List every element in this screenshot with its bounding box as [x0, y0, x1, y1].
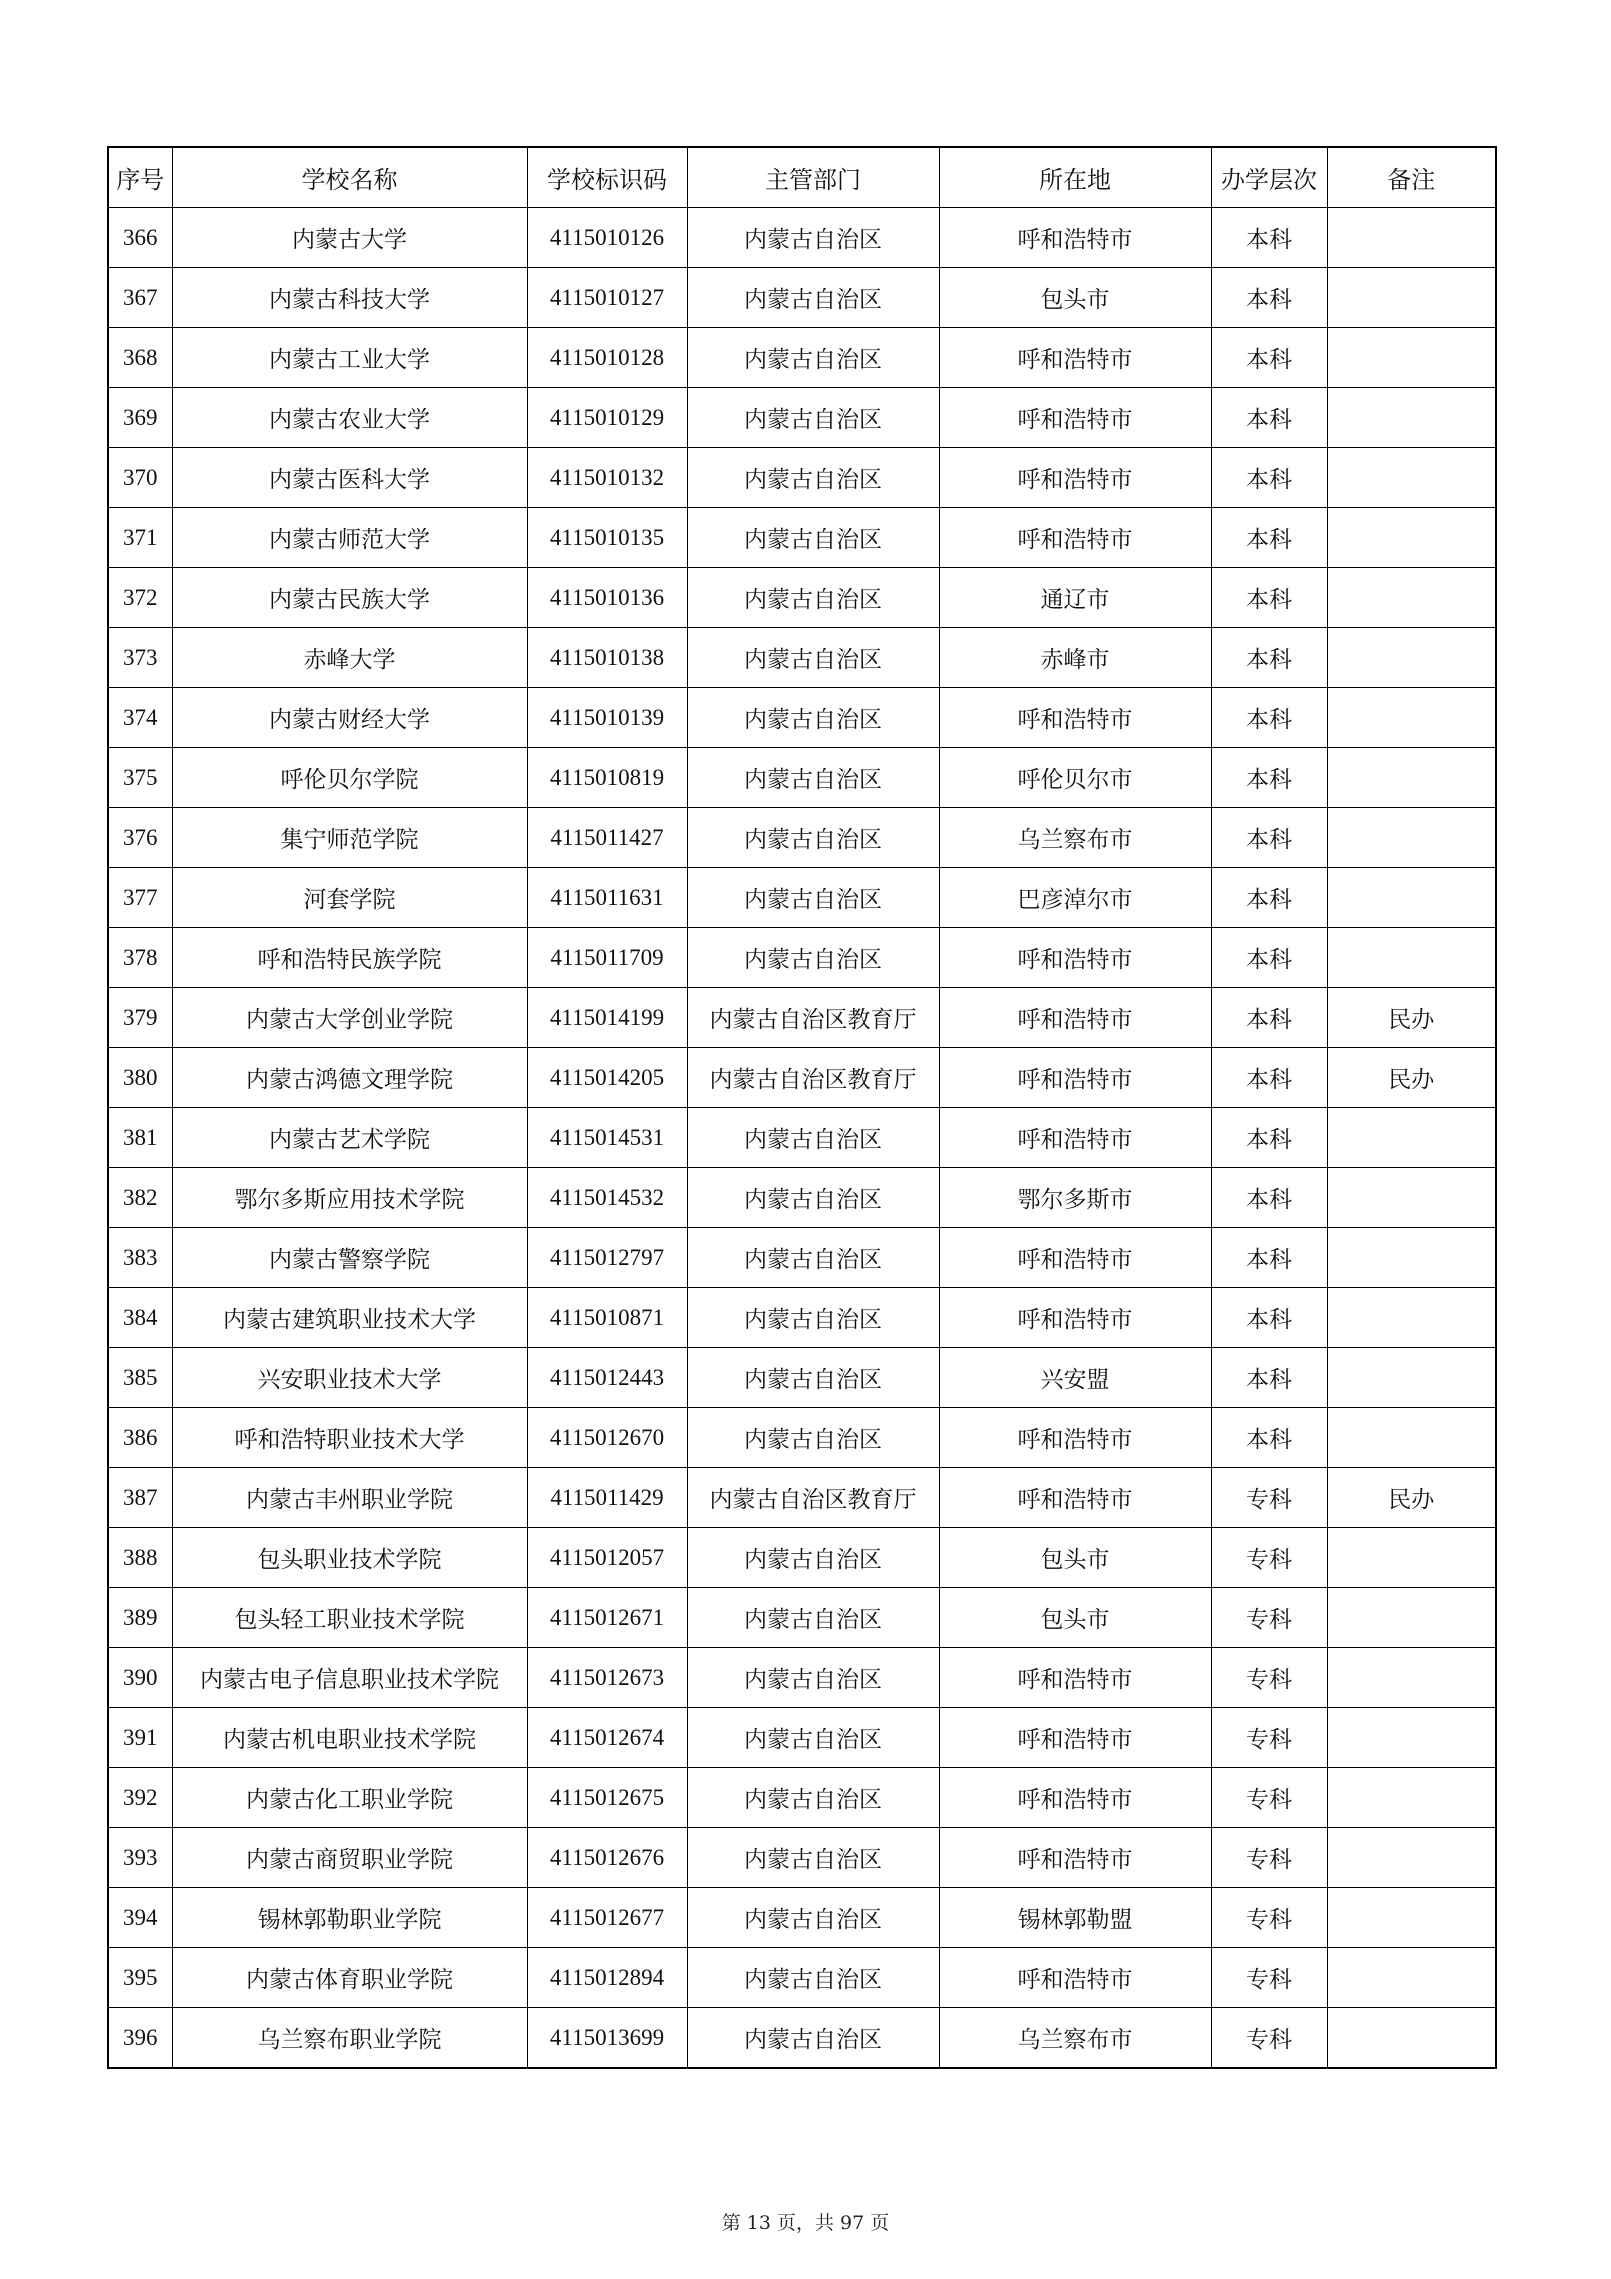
- cell-school-name: 内蒙古电子信息职业技术学院: [172, 1648, 527, 1708]
- header-level: 办学层次: [1211, 147, 1327, 208]
- cell-school-code: 4115012894: [527, 1948, 687, 2008]
- cell-level: 专科: [1211, 1708, 1327, 1768]
- cell-school-code: 4115010126: [527, 208, 687, 268]
- cell-school-name: 内蒙古大学: [172, 208, 527, 268]
- cell-school-code: 4115011709: [527, 928, 687, 988]
- cell-remarks: [1327, 1948, 1496, 2008]
- cell-school-code: 4115011631: [527, 868, 687, 928]
- cell-remarks: [1327, 928, 1496, 988]
- table-row: [108, 1828, 1496, 1888]
- cell-school-name: 集宁师范学院: [172, 808, 527, 868]
- cell-school-name: 内蒙古师范大学: [172, 508, 527, 568]
- cell-serial-number: 390: [108, 1648, 172, 1708]
- cell-serial-number: 389: [108, 1588, 172, 1648]
- cell-level: 专科: [1211, 1948, 1327, 2008]
- cell-remarks: [1327, 1288, 1496, 1348]
- cell-serial-number: 380: [108, 1048, 172, 1108]
- cell-school-code: 4115012797: [527, 1228, 687, 1288]
- page-number: 第 13 页，共 97 页: [721, 2212, 890, 2234]
- cell-school-code: 4115012670: [527, 1408, 687, 1468]
- cell-serial-number: 367: [108, 268, 172, 328]
- cell-level: 本科: [1211, 928, 1327, 988]
- cell-department: 内蒙古自治区: [687, 1768, 939, 1828]
- cell-location: 呼和浩特市: [939, 688, 1211, 748]
- cell-level: 本科: [1211, 1168, 1327, 1228]
- cell-remarks: [1327, 268, 1496, 328]
- cell-school-code: 4115012677: [527, 1888, 687, 1948]
- table-row: [108, 748, 1496, 808]
- cell-location: 呼和浩特市: [939, 1468, 1211, 1528]
- cell-department: 内蒙古自治区: [687, 1708, 939, 1768]
- cell-level: 本科: [1211, 388, 1327, 448]
- cell-location: 呼和浩特市: [939, 1708, 1211, 1768]
- cell-remarks: [1327, 508, 1496, 568]
- cell-school-code: 4115010128: [527, 328, 687, 388]
- cell-school-code: 4115014199: [527, 988, 687, 1048]
- cell-serial-number: 388: [108, 1528, 172, 1588]
- cell-school-code: 4115010135: [527, 508, 687, 568]
- cell-remarks: [1327, 748, 1496, 808]
- cell-serial-number: 369: [108, 388, 172, 448]
- cell-location: 巴彦淖尔市: [939, 868, 1211, 928]
- cell-location: 包头市: [939, 268, 1211, 328]
- cell-school-name: 鄂尔多斯应用技术学院: [172, 1168, 527, 1228]
- cell-remarks: [1327, 1168, 1496, 1228]
- cell-department: 内蒙古自治区: [687, 1648, 939, 1708]
- cell-remarks: [1327, 1588, 1496, 1648]
- cell-level: 本科: [1211, 748, 1327, 808]
- cell-school-code: 4115014205: [527, 1048, 687, 1108]
- cell-location: 兴安盟: [939, 1348, 1211, 1408]
- cell-level: 专科: [1211, 1588, 1327, 1648]
- cell-school-code: 4115012675: [527, 1768, 687, 1828]
- table-body: [108, 208, 1496, 2069]
- cell-department: 内蒙古自治区: [687, 1528, 939, 1588]
- cell-department: 内蒙古自治区: [687, 268, 939, 328]
- cell-remarks: [1327, 1528, 1496, 1588]
- cell-department: 内蒙古自治区: [687, 868, 939, 928]
- cell-location: 呼和浩特市: [939, 1288, 1211, 1348]
- cell-remarks: [1327, 1348, 1496, 1408]
- cell-remarks: [1327, 448, 1496, 508]
- cell-school-name: 内蒙古大学创业学院: [172, 988, 527, 1048]
- header-school-code: 学校标识码: [527, 147, 687, 208]
- cell-location: 乌兰察布市: [939, 808, 1211, 868]
- table-row: [108, 808, 1496, 868]
- cell-school-name: 内蒙古财经大学: [172, 688, 527, 748]
- cell-serial-number: 377: [108, 868, 172, 928]
- cell-department: 内蒙古自治区: [687, 1408, 939, 1468]
- cell-level: 本科: [1211, 1348, 1327, 1408]
- table-row: [108, 1648, 1496, 1708]
- cell-serial-number: 373: [108, 628, 172, 688]
- table-row: [108, 388, 1496, 448]
- cell-department: 内蒙古自治区: [687, 928, 939, 988]
- cell-location: 呼和浩特市: [939, 508, 1211, 568]
- cell-location: 呼和浩特市: [939, 1108, 1211, 1168]
- cell-department: 内蒙古自治区: [687, 1888, 939, 1948]
- cell-department: 内蒙古自治区: [687, 1168, 939, 1228]
- cell-department: 内蒙古自治区: [687, 2008, 939, 2069]
- cell-department: 内蒙古自治区: [687, 388, 939, 448]
- table-row: [108, 568, 1496, 628]
- header-location: 所在地: [939, 147, 1211, 208]
- cell-department: 内蒙古自治区: [687, 568, 939, 628]
- cell-location: 呼和浩特市: [939, 1768, 1211, 1828]
- table-row: [108, 868, 1496, 928]
- cell-serial-number: 395: [108, 1948, 172, 2008]
- table-row: [108, 1288, 1496, 1348]
- cell-remarks: [1327, 208, 1496, 268]
- cell-school-code: 4115014531: [527, 1108, 687, 1168]
- table-row: [108, 1108, 1496, 1168]
- cell-department: 内蒙古自治区教育厅: [687, 988, 939, 1048]
- cell-level: 专科: [1211, 1828, 1327, 1888]
- header-department: 主管部门: [687, 147, 939, 208]
- table-header: [108, 147, 1496, 208]
- cell-serial-number: 375: [108, 748, 172, 808]
- table-row: [108, 448, 1496, 508]
- cell-department: 内蒙古自治区: [687, 808, 939, 868]
- cell-level: 本科: [1211, 508, 1327, 568]
- cell-remarks: [1327, 1828, 1496, 1888]
- cell-school-code: 4115012673: [527, 1648, 687, 1708]
- cell-location: 呼和浩特市: [939, 448, 1211, 508]
- cell-school-code: 4115010127: [527, 268, 687, 328]
- cell-level: 专科: [1211, 1468, 1327, 1528]
- cell-level: 专科: [1211, 1768, 1327, 1828]
- cell-level: 本科: [1211, 568, 1327, 628]
- table-row: [108, 1168, 1496, 1228]
- cell-level: 本科: [1211, 1408, 1327, 1468]
- cell-school-name: 兴安职业技术大学: [172, 1348, 527, 1408]
- cell-school-code: 4115010139: [527, 688, 687, 748]
- cell-serial-number: 394: [108, 1888, 172, 1948]
- cell-school-name: 呼和浩特职业技术大学: [172, 1408, 527, 1468]
- cell-department: 内蒙古自治区: [687, 508, 939, 568]
- cell-remarks: [1327, 328, 1496, 388]
- cell-serial-number: 386: [108, 1408, 172, 1468]
- cell-serial-number: 396: [108, 2008, 172, 2069]
- table-row: [108, 1948, 1496, 2008]
- cell-serial-number: 385: [108, 1348, 172, 1408]
- cell-level: 本科: [1211, 328, 1327, 388]
- cell-school-name: 内蒙古农业大学: [172, 388, 527, 448]
- cell-level: 专科: [1211, 2008, 1327, 2069]
- cell-department: 内蒙古自治区: [687, 328, 939, 388]
- cell-location: 通辽市: [939, 568, 1211, 628]
- table-row: [108, 1528, 1496, 1588]
- cell-school-code: 4115012674: [527, 1708, 687, 1768]
- cell-department: 内蒙古自治区: [687, 448, 939, 508]
- header-serial-number: 序号: [108, 147, 172, 208]
- cell-school-name: 河套学院: [172, 868, 527, 928]
- cell-department: 内蒙古自治区: [687, 208, 939, 268]
- cell-serial-number: 374: [108, 688, 172, 748]
- cell-serial-number: 382: [108, 1168, 172, 1228]
- cell-serial-number: 393: [108, 1828, 172, 1888]
- table-row: [108, 1588, 1496, 1648]
- cell-serial-number: 378: [108, 928, 172, 988]
- cell-level: 本科: [1211, 1048, 1327, 1108]
- cell-school-code: 4115014532: [527, 1168, 687, 1228]
- cell-location: 呼和浩特市: [939, 1408, 1211, 1468]
- cell-department: 内蒙古自治区: [687, 628, 939, 688]
- cell-remarks: [1327, 628, 1496, 688]
- cell-remarks: [1327, 1708, 1496, 1768]
- cell-remarks: [1327, 2008, 1496, 2069]
- cell-remarks: [1327, 1648, 1496, 1708]
- table-row: [108, 988, 1496, 1048]
- cell-location: 呼和浩特市: [939, 988, 1211, 1048]
- cell-serial-number: 368: [108, 328, 172, 388]
- cell-level: 本科: [1211, 1108, 1327, 1168]
- cell-school-name: 内蒙古医科大学: [172, 448, 527, 508]
- table-row: [108, 1468, 1496, 1528]
- table-row: [108, 1228, 1496, 1288]
- cell-school-code: 4115010132: [527, 448, 687, 508]
- cell-department: 内蒙古自治区: [687, 1228, 939, 1288]
- cell-school-name: 内蒙古商贸职业学院: [172, 1828, 527, 1888]
- table-row: [108, 208, 1496, 268]
- schools-table: [107, 146, 1497, 2069]
- cell-department: 内蒙古自治区: [687, 1588, 939, 1648]
- table-row: [108, 508, 1496, 568]
- cell-school-name: 包头职业技术学院: [172, 1528, 527, 1588]
- cell-location: 包头市: [939, 1588, 1211, 1648]
- cell-school-name: 内蒙古艺术学院: [172, 1108, 527, 1168]
- cell-school-code: 4115013699: [527, 2008, 687, 2069]
- cell-school-name: 内蒙古化工职业学院: [172, 1768, 527, 1828]
- table-row: [108, 328, 1496, 388]
- cell-remarks: 民办: [1327, 988, 1496, 1048]
- cell-level: 本科: [1211, 1288, 1327, 1348]
- cell-department: 内蒙古自治区教育厅: [687, 1468, 939, 1528]
- cell-school-name: 乌兰察布职业学院: [172, 2008, 527, 2069]
- cell-serial-number: 379: [108, 988, 172, 1048]
- table-row: [108, 1708, 1496, 1768]
- cell-school-code: 4115010129: [527, 388, 687, 448]
- table-row: [108, 2008, 1496, 2069]
- cell-serial-number: 372: [108, 568, 172, 628]
- cell-department: 内蒙古自治区: [687, 688, 939, 748]
- cell-location: 锡林郭勒盟: [939, 1888, 1211, 1948]
- cell-serial-number: 371: [108, 508, 172, 568]
- header-row: [108, 147, 1496, 208]
- cell-school-code: 4115012676: [527, 1828, 687, 1888]
- cell-school-name: 呼和浩特民族学院: [172, 928, 527, 988]
- cell-location: 赤峰市: [939, 628, 1211, 688]
- cell-department: 内蒙古自治区: [687, 1828, 939, 1888]
- cell-school-name: 内蒙古科技大学: [172, 268, 527, 328]
- cell-location: 乌兰察布市: [939, 2008, 1211, 2069]
- cell-remarks: [1327, 568, 1496, 628]
- cell-serial-number: 383: [108, 1228, 172, 1288]
- cell-location: 呼和浩特市: [939, 328, 1211, 388]
- cell-level: 本科: [1211, 868, 1327, 928]
- cell-serial-number: 381: [108, 1108, 172, 1168]
- cell-location: 包头市: [939, 1528, 1211, 1588]
- cell-school-name: 内蒙古民族大学: [172, 568, 527, 628]
- cell-school-name: 内蒙古机电职业技术学院: [172, 1708, 527, 1768]
- cell-remarks: [1327, 1108, 1496, 1168]
- cell-location: 鄂尔多斯市: [939, 1168, 1211, 1228]
- cell-serial-number: 376: [108, 808, 172, 868]
- cell-level: 本科: [1211, 688, 1327, 748]
- cell-level: 本科: [1211, 808, 1327, 868]
- cell-remarks: [1327, 388, 1496, 448]
- cell-remarks: [1327, 688, 1496, 748]
- cell-school-name: 内蒙古工业大学: [172, 328, 527, 388]
- cell-school-code: 4115010819: [527, 748, 687, 808]
- cell-level: 本科: [1211, 988, 1327, 1048]
- cell-level: 本科: [1211, 208, 1327, 268]
- cell-remarks: [1327, 1888, 1496, 1948]
- table-row: [108, 1888, 1496, 1948]
- cell-location: 呼伦贝尔市: [939, 748, 1211, 808]
- cell-school-code: 4115011427: [527, 808, 687, 868]
- cell-school-name: 内蒙古丰州职业学院: [172, 1468, 527, 1528]
- cell-department: 内蒙古自治区: [687, 1948, 939, 2008]
- cell-remarks: [1327, 1768, 1496, 1828]
- cell-department: 内蒙古自治区教育厅: [687, 1048, 939, 1108]
- cell-location: 呼和浩特市: [939, 1828, 1211, 1888]
- cell-remarks: [1327, 1408, 1496, 1468]
- header-school-name: 学校名称: [172, 147, 527, 208]
- table-row: [108, 1408, 1496, 1468]
- table-row: [108, 928, 1496, 988]
- cell-level: 专科: [1211, 1888, 1327, 1948]
- cell-remarks: 民办: [1327, 1468, 1496, 1528]
- cell-remarks: [1327, 868, 1496, 928]
- cell-serial-number: 392: [108, 1768, 172, 1828]
- cell-school-name: 内蒙古体育职业学院: [172, 1948, 527, 2008]
- cell-location: 呼和浩特市: [939, 1648, 1211, 1708]
- cell-location: 呼和浩特市: [939, 1048, 1211, 1108]
- cell-school-code: 4115012057: [527, 1528, 687, 1588]
- cell-level: 本科: [1211, 448, 1327, 508]
- cell-department: 内蒙古自治区: [687, 1288, 939, 1348]
- cell-school-name: 赤峰大学: [172, 628, 527, 688]
- cell-location: 呼和浩特市: [939, 1228, 1211, 1288]
- cell-school-name: 内蒙古建筑职业技术大学: [172, 1288, 527, 1348]
- cell-location: 呼和浩特市: [939, 208, 1211, 268]
- cell-serial-number: 370: [108, 448, 172, 508]
- cell-serial-number: 384: [108, 1288, 172, 1348]
- table-row: [108, 268, 1496, 328]
- cell-school-name: 锡林郭勒职业学院: [172, 1888, 527, 1948]
- cell-school-name: 内蒙古鸿德文理学院: [172, 1048, 527, 1108]
- cell-level: 本科: [1211, 268, 1327, 328]
- cell-school-code: 4115012671: [527, 1588, 687, 1648]
- cell-school-name: 内蒙古警察学院: [172, 1228, 527, 1288]
- cell-school-code: 4115010871: [527, 1288, 687, 1348]
- table-row: [108, 688, 1496, 748]
- cell-school-code: 4115012443: [527, 1348, 687, 1408]
- cell-department: 内蒙古自治区: [687, 1108, 939, 1168]
- table-row: [108, 1048, 1496, 1108]
- cell-school-name: 包头轻工职业技术学院: [172, 1588, 527, 1648]
- cell-serial-number: 387: [108, 1468, 172, 1528]
- cell-school-code: 4115010136: [527, 568, 687, 628]
- cell-serial-number: 366: [108, 208, 172, 268]
- cell-remarks: [1327, 808, 1496, 868]
- cell-level: 本科: [1211, 628, 1327, 688]
- cell-school-name: 呼伦贝尔学院: [172, 748, 527, 808]
- header-remarks: 备注: [1327, 147, 1496, 208]
- cell-level: 专科: [1211, 1648, 1327, 1708]
- table-row: [108, 1348, 1496, 1408]
- cell-location: 呼和浩特市: [939, 928, 1211, 988]
- cell-serial-number: 391: [108, 1708, 172, 1768]
- cell-location: 呼和浩特市: [939, 388, 1211, 448]
- cell-remarks: 民办: [1327, 1048, 1496, 1108]
- cell-school-code: 4115011429: [527, 1468, 687, 1528]
- cell-department: 内蒙古自治区: [687, 1348, 939, 1408]
- cell-school-code: 4115010138: [527, 628, 687, 688]
- cell-level: 本科: [1211, 1228, 1327, 1288]
- table-row: [108, 1768, 1496, 1828]
- cell-remarks: [1327, 1228, 1496, 1288]
- cell-location: 呼和浩特市: [939, 1948, 1211, 2008]
- cell-level: 专科: [1211, 1528, 1327, 1588]
- cell-department: 内蒙古自治区: [687, 748, 939, 808]
- table-row: [108, 628, 1496, 688]
